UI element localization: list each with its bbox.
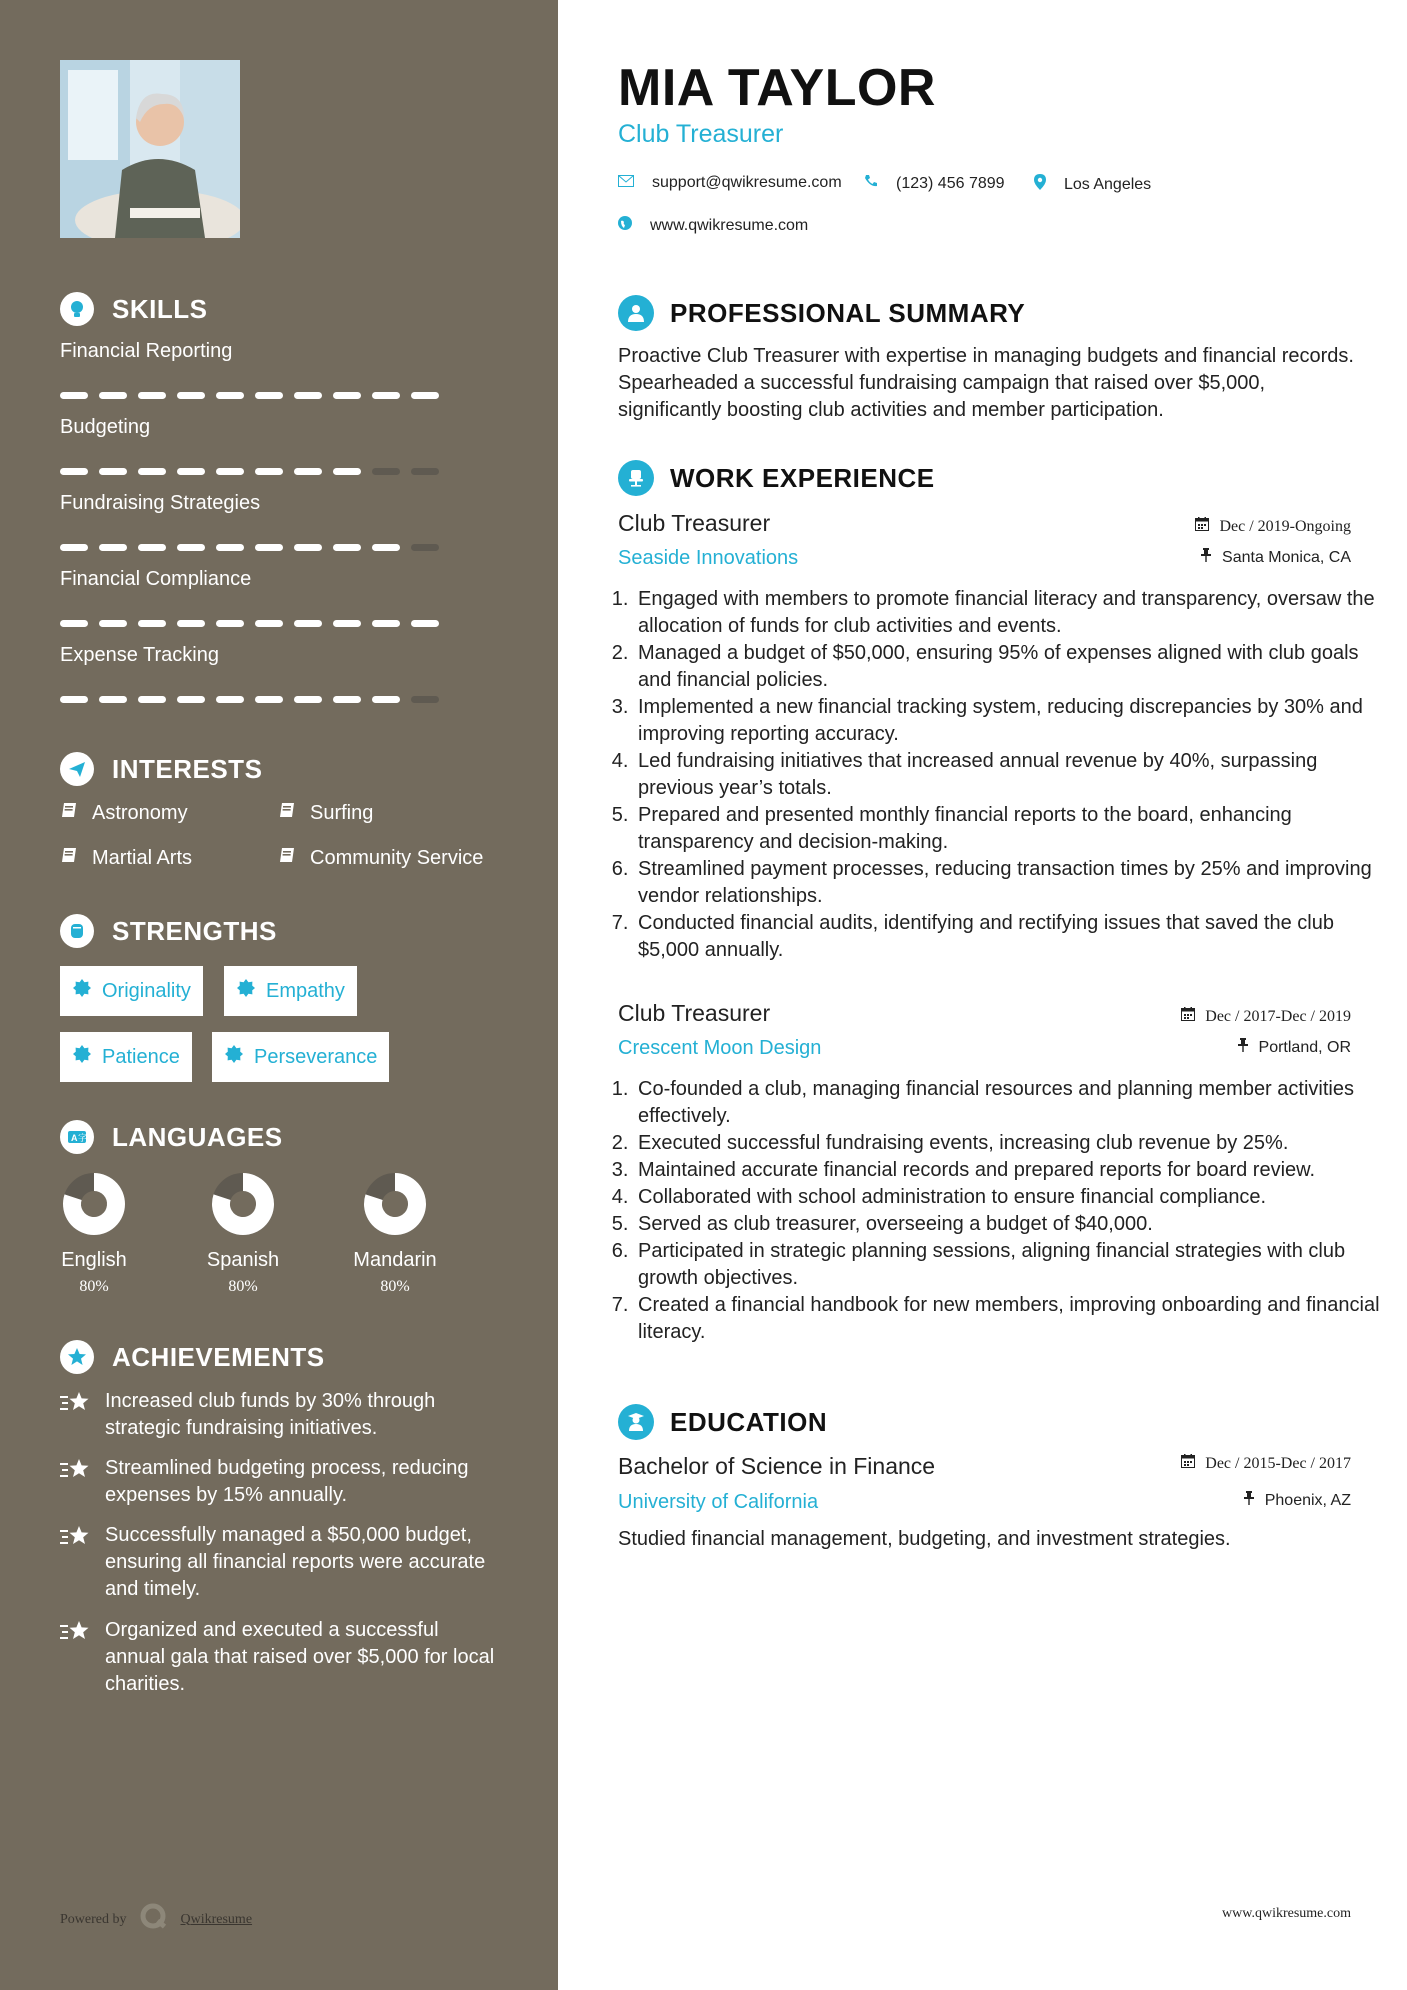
list-item: 6. Streamlined payment processes, reducing transaction times by 25% and improving vendor relationships. bbox=[634, 856, 1380, 910]
job-location-text: Portland, OR bbox=[1258, 1038, 1351, 1056]
shooting-star-icon bbox=[60, 1619, 92, 1698]
skill-dash bbox=[60, 392, 88, 399]
list-item: 7. Created a financial handbook for new members, improving onboarding and financial literacy. bbox=[634, 1292, 1380, 1346]
strength-label: Empathy bbox=[266, 979, 345, 1002]
brand-link[interactable]: Qwikresume bbox=[180, 1911, 253, 1927]
location-text: Los Angeles bbox=[1064, 175, 1152, 193]
interest-label: Martial Arts bbox=[92, 846, 193, 869]
summary-text: Proactive Club Treasurer with expertise in managing budgets and financial records. Spearheaded a successful fundraising campaign that raised over $5,000, significantly boosting club activities and member participation. bbox=[618, 345, 1354, 421]
skill-dash bbox=[333, 468, 361, 475]
skill-item bbox=[60, 568, 460, 591]
skill-dash bbox=[411, 468, 439, 475]
phone-text: (123) 456 7899 bbox=[896, 174, 1005, 192]
skill-dash bbox=[255, 392, 283, 399]
powered-by bbox=[60, 1902, 252, 1937]
skill-dash bbox=[411, 392, 439, 399]
strength-tag bbox=[60, 1032, 192, 1082]
office-chair-icon bbox=[618, 460, 654, 496]
skill-item bbox=[60, 416, 460, 439]
achievement-text: Streamlined budgeting process, reducing expenses by 15% annually. bbox=[105, 1457, 469, 1506]
envelope-icon bbox=[618, 174, 634, 192]
list-item: 3. Maintained accurate financial records and prepared reports for board review. bbox=[634, 1157, 1380, 1184]
education-header bbox=[618, 1404, 827, 1440]
fist-icon bbox=[60, 914, 94, 948]
pushpin-icon bbox=[1200, 548, 1212, 567]
shooting-star-icon bbox=[60, 1524, 92, 1603]
achievement-text: Successfully managed a $50,000 budget, ensuring all financial reports were accurate and timely. bbox=[105, 1524, 486, 1600]
skill-level-bar bbox=[60, 468, 450, 475]
strengths-title: STRENGTHS bbox=[112, 915, 277, 946]
skill-dash bbox=[255, 544, 283, 551]
job-location bbox=[1237, 1038, 1351, 1057]
languages-header bbox=[60, 1120, 283, 1154]
skill-dash bbox=[333, 544, 361, 551]
language-item bbox=[335, 1172, 455, 1296]
achievement-item bbox=[60, 1522, 500, 1603]
contact-location bbox=[1034, 174, 1151, 195]
footer-url[interactable]: www.qwikresume.com bbox=[1222, 1906, 1351, 1921]
svg-text:A: A bbox=[71, 1133, 78, 1143]
book-icon bbox=[60, 800, 80, 826]
pushpin-icon bbox=[1237, 1038, 1249, 1057]
book-icon bbox=[60, 845, 80, 871]
svg-text:字: 字 bbox=[78, 1133, 87, 1143]
skill-dash bbox=[177, 392, 205, 399]
summary-title: PROFESSIONAL SUMMARY bbox=[670, 297, 1026, 328]
job-date-text: Dec / 2019-Ongoing bbox=[1219, 517, 1351, 535]
skill-dash bbox=[333, 392, 361, 399]
skill-dash bbox=[411, 620, 439, 627]
interest-label: Community Service bbox=[310, 846, 484, 869]
list-item: 5. Served as club treasurer, overseeing a budget of $40,000. bbox=[634, 1211, 1380, 1238]
company-name: Seaside Innovations bbox=[618, 547, 799, 569]
education-description: Studied financial management, budgeting, and investment strategies. bbox=[618, 1528, 1231, 1550]
job-date bbox=[1195, 517, 1351, 536]
interest-item bbox=[60, 800, 188, 826]
education-title: EDUCATION bbox=[670, 1406, 828, 1437]
list-item: 4. Collaborated with school administration to ensure financial compliance. bbox=[634, 1184, 1380, 1211]
list-item: 1. Co-founded a club, managing financial resources and planning member activities effectively. bbox=[634, 1076, 1380, 1130]
skill-name: Fundraising Strategies bbox=[60, 492, 261, 514]
skill-dash bbox=[99, 696, 127, 703]
sidebar bbox=[0, 0, 558, 1990]
languages-title: LANGUAGES bbox=[112, 1121, 283, 1152]
skills-header bbox=[60, 292, 207, 326]
achievement-item bbox=[60, 1455, 500, 1509]
main-content bbox=[558, 0, 1407, 1990]
list-item: 2. Managed a budget of $50,000, ensuring 95% of expenses aligned with club goals and financial policies. bbox=[634, 640, 1380, 694]
skill-dash bbox=[255, 620, 283, 627]
skill-dash bbox=[294, 696, 322, 703]
shooting-star-icon bbox=[60, 1390, 92, 1442]
achievement-text: Organized and executed a successful annual gala that raised over $5,000 for local charities. bbox=[105, 1619, 495, 1695]
language-proficiency-ring bbox=[363, 1172, 427, 1236]
company-name: Crescent Moon Design bbox=[618, 1037, 822, 1059]
experience-title: WORK EXPERIENCE bbox=[670, 462, 935, 493]
skill-level-bar bbox=[60, 696, 450, 703]
book-icon bbox=[278, 845, 298, 871]
achievements-title: ACHIEVEMENTS bbox=[112, 1341, 325, 1372]
badge-icon bbox=[224, 1044, 244, 1070]
job-date-text: Dec / 2017-Dec / 2019 bbox=[1205, 1007, 1351, 1025]
job-location-text: Santa Monica, CA bbox=[1222, 548, 1351, 566]
contact-phone bbox=[864, 174, 1005, 193]
strength-tag bbox=[212, 1032, 389, 1082]
strength-label: Originality bbox=[102, 979, 191, 1002]
skill-dash bbox=[372, 544, 400, 551]
strength-tag bbox=[60, 966, 203, 1016]
achievement-item bbox=[60, 1388, 500, 1442]
calendar-icon bbox=[1195, 517, 1209, 536]
badge-icon bbox=[72, 978, 92, 1004]
skill-dash bbox=[411, 544, 439, 551]
language-icon bbox=[60, 1120, 94, 1154]
achievements-header bbox=[60, 1340, 325, 1374]
user-icon bbox=[618, 295, 654, 331]
skill-name: Budgeting bbox=[60, 416, 151, 438]
skill-dash bbox=[216, 544, 244, 551]
language-percent: 80% bbox=[228, 1278, 258, 1295]
experience-header bbox=[618, 460, 935, 496]
badge-icon bbox=[236, 978, 256, 1004]
language-percent: 80% bbox=[79, 1278, 109, 1295]
achievement-text: Increased club funds by 30% through strategic fundraising initiatives. bbox=[105, 1390, 436, 1439]
skill-level-bar bbox=[60, 544, 450, 551]
job-location bbox=[1200, 548, 1351, 567]
skill-dash bbox=[372, 468, 400, 475]
website-text[interactable]: www.qwikresume.com bbox=[650, 216, 809, 234]
pushpin-icon bbox=[1243, 1491, 1255, 1510]
skill-dash bbox=[60, 696, 88, 703]
interest-item bbox=[278, 845, 483, 871]
skill-dash bbox=[177, 544, 205, 551]
contact-email bbox=[618, 174, 842, 192]
skill-dash bbox=[216, 392, 244, 399]
interest-item bbox=[278, 800, 373, 826]
language-name: Spanish bbox=[206, 1249, 280, 1271]
education-location-text: Phoenix, AZ bbox=[1264, 1491, 1351, 1509]
skill-dash bbox=[60, 544, 88, 551]
skill-dash bbox=[177, 620, 205, 627]
skill-name: Financial Reporting bbox=[60, 340, 233, 362]
lightbulb-icon bbox=[60, 292, 94, 326]
achievement-item bbox=[60, 1617, 500, 1698]
skill-dash bbox=[60, 468, 88, 475]
interest-label: Astronomy bbox=[92, 801, 188, 824]
qwikresume-logo-icon bbox=[139, 1902, 169, 1937]
education-date bbox=[1181, 1454, 1351, 1473]
language-proficiency-ring bbox=[211, 1172, 275, 1236]
skill-level-bar bbox=[60, 392, 450, 399]
skill-dash bbox=[294, 468, 322, 475]
job-date bbox=[1181, 1007, 1351, 1026]
list-item: 5. Prepared and presented monthly financial reports to the board, enhancing transparency and decision-making. bbox=[634, 802, 1380, 856]
language-proficiency-ring bbox=[62, 1172, 126, 1236]
school-name: University of California bbox=[618, 1491, 819, 1513]
candidate-name: MIA TAYLOR bbox=[618, 59, 936, 117]
interest-item bbox=[60, 845, 192, 871]
shooting-star-icon bbox=[60, 1457, 92, 1509]
skill-dash bbox=[99, 544, 127, 551]
skill-dash bbox=[177, 468, 205, 475]
interests-title: INTERESTS bbox=[112, 753, 263, 784]
skill-dash bbox=[255, 696, 283, 703]
calendar-icon bbox=[1181, 1007, 1195, 1026]
skill-dash bbox=[372, 620, 400, 627]
job-title: Club Treasurer bbox=[618, 510, 771, 536]
skill-dash bbox=[333, 620, 361, 627]
interests-header bbox=[60, 752, 262, 786]
education-date-text: Dec / 2015-Dec / 2017 bbox=[1205, 1454, 1351, 1472]
skill-dash bbox=[138, 468, 166, 475]
skill-dash bbox=[138, 620, 166, 627]
skill-dash bbox=[372, 696, 400, 703]
summary-header bbox=[618, 295, 1025, 331]
skill-dash bbox=[216, 696, 244, 703]
job-responsibilities bbox=[614, 586, 1380, 964]
strength-label: Perseverance bbox=[254, 1045, 378, 1068]
skill-dash bbox=[99, 620, 127, 627]
paper-plane-icon bbox=[60, 752, 94, 786]
phone-icon bbox=[864, 174, 878, 193]
powered-by-label: Powered by bbox=[60, 1911, 127, 1927]
contact-website bbox=[618, 216, 808, 235]
interest-label: Surfing bbox=[310, 801, 374, 824]
strength-tag bbox=[224, 966, 357, 1016]
skill-name: Expense Tracking bbox=[60, 644, 219, 666]
list-item: 1. Engaged with members to promote financial literacy and transparency, oversaw the allocation of funds for club activities and events. bbox=[634, 586, 1380, 640]
skill-dash bbox=[216, 468, 244, 475]
skill-dash bbox=[99, 468, 127, 475]
skill-dash bbox=[177, 696, 205, 703]
list-item: 4. Led fundraising initiatives that increased annual revenue by 40%, surpassing previous year’s totals. bbox=[634, 748, 1380, 802]
list-item: 3. Implemented a new financial tracking system, reducing discrepancies by 30% and improving reporting accuracy. bbox=[634, 694, 1380, 748]
job-title: Club Treasurer bbox=[618, 1000, 771, 1026]
language-item bbox=[183, 1172, 303, 1296]
skill-item bbox=[60, 492, 460, 515]
skill-dash bbox=[294, 392, 322, 399]
list-item: 7. Conducted financial audits, identifying and rectifying issues that saved the club $5,000 annually. bbox=[634, 910, 1380, 964]
skills-title: SKILLS bbox=[112, 293, 208, 324]
list-item: 2. Executed successful fundraising events, increasing club revenue by 25%. bbox=[634, 1130, 1380, 1157]
strength-label: Patience bbox=[102, 1045, 180, 1068]
language-item bbox=[34, 1172, 154, 1296]
calendar-icon bbox=[1181, 1454, 1195, 1473]
strengths-header bbox=[60, 914, 277, 948]
skill-level-bar bbox=[60, 620, 450, 627]
skill-item bbox=[60, 644, 460, 667]
degree-title: Bachelor of Science in Finance bbox=[618, 1453, 936, 1479]
skill-dash bbox=[255, 468, 283, 475]
language-percent: 80% bbox=[380, 1278, 410, 1295]
candidate-role: Club Treasurer bbox=[618, 120, 784, 148]
skill-dash bbox=[372, 392, 400, 399]
skill-dash bbox=[411, 696, 439, 703]
skill-dash bbox=[138, 696, 166, 703]
skill-dash bbox=[138, 392, 166, 399]
map-pin-icon bbox=[1034, 174, 1046, 195]
skill-dash bbox=[99, 392, 127, 399]
book-icon bbox=[278, 800, 298, 826]
skill-dash bbox=[138, 544, 166, 551]
language-name: English bbox=[61, 1249, 127, 1271]
globe-icon bbox=[618, 216, 632, 235]
skill-dash bbox=[294, 544, 322, 551]
list-item: 6. Participated in strategic planning sessions, aligning financial strategies with club growth objectives. bbox=[634, 1238, 1380, 1292]
education-location bbox=[1243, 1491, 1351, 1510]
job-responsibilities bbox=[614, 1076, 1380, 1346]
skill-dash bbox=[216, 620, 244, 627]
skill-dash bbox=[294, 620, 322, 627]
skill-dash bbox=[333, 696, 361, 703]
skill-name: Financial Compliance bbox=[60, 568, 252, 590]
skill-item bbox=[60, 340, 460, 363]
language-name: Mandarin bbox=[353, 1249, 437, 1271]
skill-dash bbox=[60, 620, 88, 627]
star-icon bbox=[60, 1340, 94, 1374]
badge-icon bbox=[72, 1044, 92, 1070]
graduate-icon bbox=[618, 1404, 654, 1440]
profile-photo bbox=[60, 60, 240, 238]
email-text[interactable]: support@qwikresume.com bbox=[652, 174, 842, 191]
